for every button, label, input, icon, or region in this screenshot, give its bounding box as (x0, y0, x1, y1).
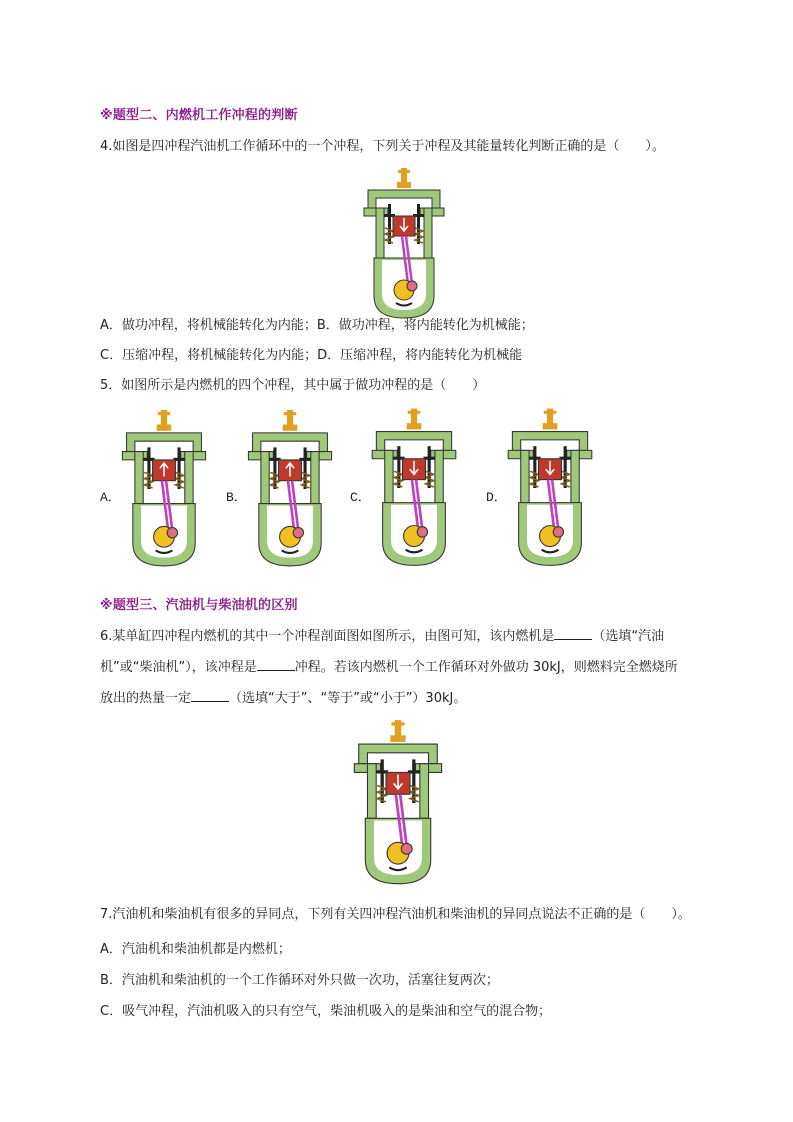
q7-option-b: B．汽油机和柴油机的一个工作循环对外只做一次功，活塞往复两次； (100, 973, 499, 988)
q6-line-2 (100, 656, 678, 675)
section-heading-3: ※题型三、汽油机与柴油机的区别 (100, 598, 298, 613)
q5-engine-c (368, 408, 460, 568)
q6-engine-diagram (350, 720, 446, 886)
q4-engine-diagram (360, 168, 448, 320)
q6-text-1b: （选填“汽油 (592, 629, 665, 644)
q6-blank-1[interactable] (554, 627, 592, 640)
q6-text-2a: 机”或“柴油机”），该冲程是 (100, 660, 257, 675)
q7-option-c: C．吸气冲程，汽油机吸入的只有空气，柴油机吸入的是柴油和空气的混合物； (100, 1004, 552, 1019)
q5-label-c: C． (350, 490, 371, 505)
q6-text-1a: 6.某单缸四冲程内燃机的其中一个冲程剖面图如图所示，由图可知，该内燃机是 (100, 629, 555, 644)
q6-text-2b: 冲程。若该内燃机一个工作循环对外做功 30kJ，则燃料完全燃烧所 (294, 660, 678, 675)
q5-stem: 5．如图所示是内燃机的四个冲程，其中属于做功冲程的是（ ） (100, 378, 486, 393)
q4-stem: 4.如图是四冲程汽油机工作循环中的一个冲程，下列关于冲程及其能量转化判断正确的是（ ）。 (100, 139, 665, 154)
q7-stem: 7.汽油机和柴油机有很多的异同点，下列有关四冲程汽油机和柴油机的异同点说法不正确的是（ ）。 (100, 907, 691, 922)
q5-engine-a (118, 410, 210, 568)
q7-option-a: A．汽油机和柴油机都是内燃机； (100, 942, 291, 957)
q6-line-1 (100, 625, 664, 644)
q5-engine-b (244, 410, 336, 568)
q4-options-cd: C．压缩冲程，将机械能转化为内能；D．压缩冲程，将内能转化为机械能 (100, 348, 523, 363)
q5-engine-d (504, 408, 596, 568)
q4-options-ab: A．做功冲程，将机械能转化为内能；B．做功冲程，将内能转化为机械能； (100, 318, 534, 333)
q6-blank-2[interactable] (257, 658, 295, 671)
q6-text-3b: （选填“大于”、“等于”或“小于”）30kJ。 (229, 691, 467, 706)
q5-label-a: A． (100, 490, 121, 505)
q5-label-d: D． (486, 490, 507, 505)
q6-text-3a: 放出的热量一定 (100, 691, 192, 706)
q6-blank-3[interactable] (191, 689, 229, 702)
section-heading-2: ※题型二、内燃机工作冲程的判断 (100, 108, 298, 123)
q6-line-3 (100, 687, 466, 706)
q5-label-b: B． (226, 490, 247, 505)
